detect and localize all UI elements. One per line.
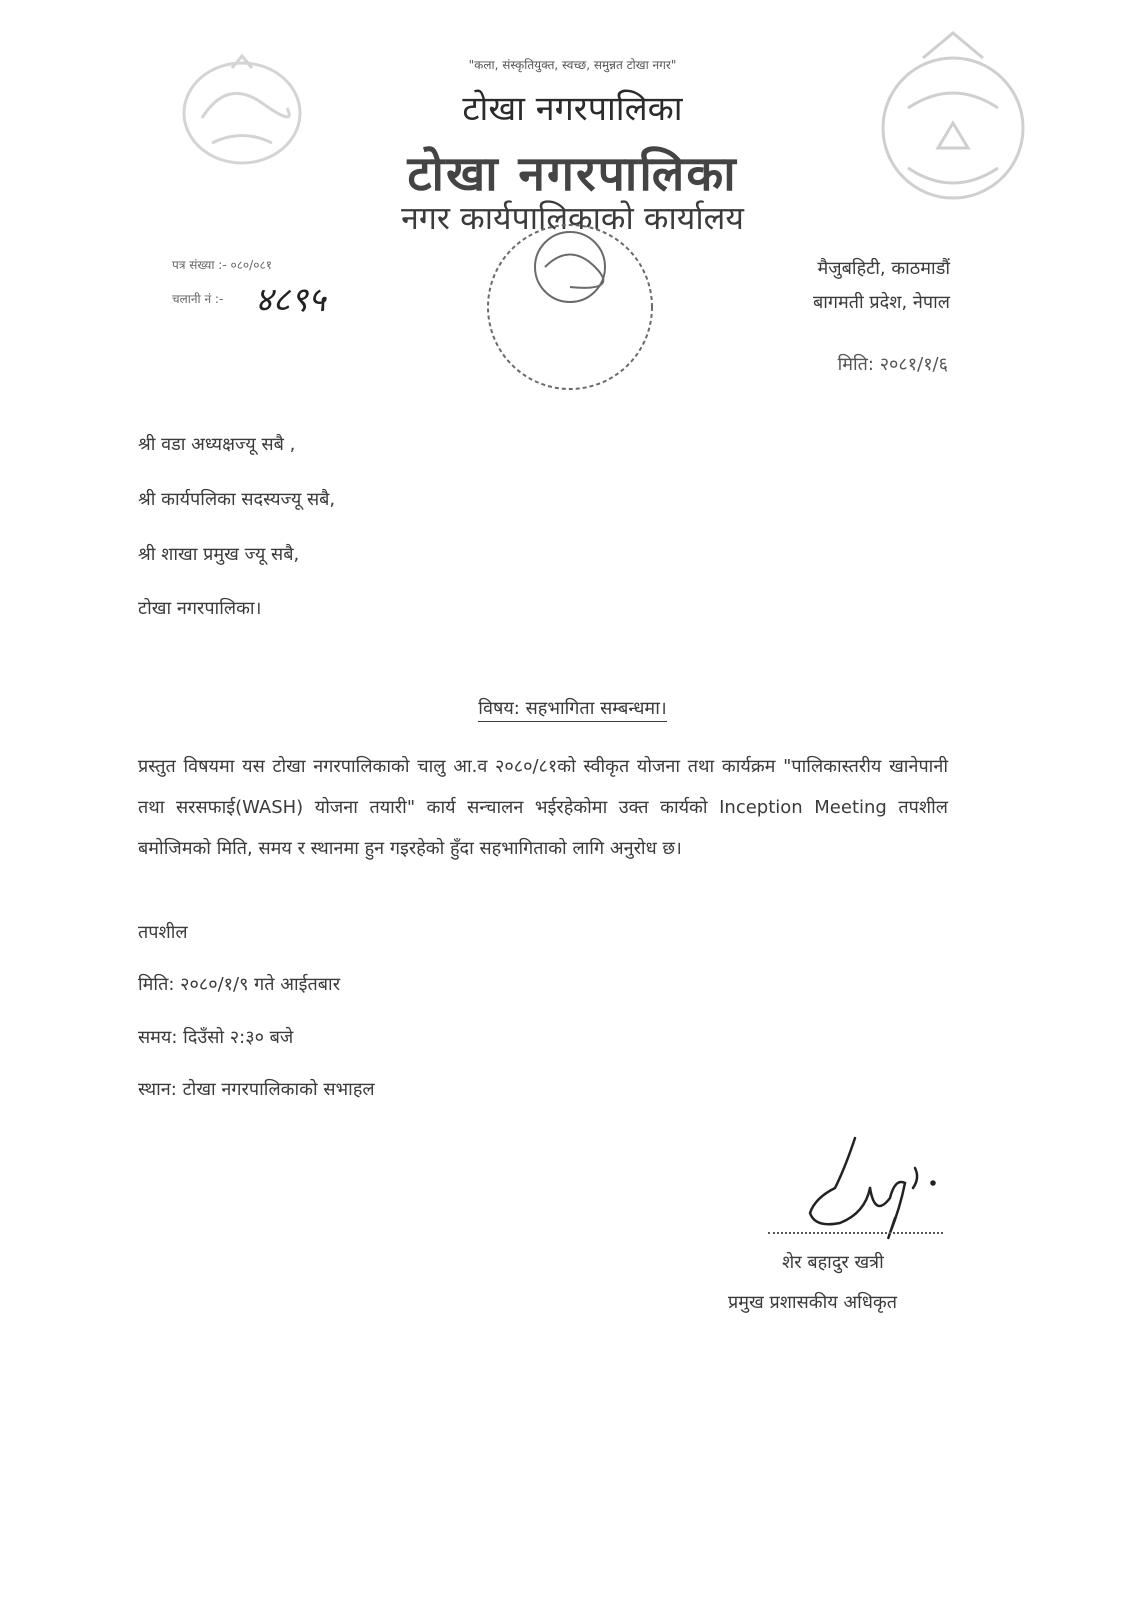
recipient-line: श्री शाखा प्रमुख ज्यू सबै, bbox=[138, 544, 300, 565]
signature-line bbox=[768, 1232, 943, 1234]
recipient-line: टोखा नगरपालिका। bbox=[138, 598, 262, 619]
letter-number: पत्र संख्या :- ०८०/०८१ bbox=[172, 258, 272, 272]
signatory-title: प्रमुख प्रशासकीय अधिकृत bbox=[728, 1292, 897, 1313]
office-name: नगर कार्यपालिकाको कार्यालय bbox=[401, 199, 744, 237]
details-heading: तपशील bbox=[138, 922, 188, 943]
slogan: "कला, संस्कृतियुक्त, स्वच्छ, समुन्नत टोखा नगर" bbox=[468, 58, 677, 72]
recipient-line: श्री कार्यपलिका सदस्यज्यू सबै, bbox=[138, 489, 336, 510]
dispatch-label: चलानी नं :- bbox=[172, 292, 224, 306]
meeting-date: मिति: २०८०/१/९ गते आईतबार bbox=[138, 974, 341, 995]
recipient-line: श्री वडा अध्यक्षज्यू सबै , bbox=[138, 434, 296, 455]
meeting-time: समय: दिउँसो २:३० बजे bbox=[138, 1027, 294, 1048]
meeting-venue: स्थान: टोखा नगरपालिकाको सभाहल bbox=[138, 1079, 375, 1100]
organization-name-stamp: टोखा नगरपालिका bbox=[407, 146, 738, 202]
body-paragraph: प्रस्तुत विषयमा यस टोखा नगरपालिकाको चालु आ.व २०८०/८१को स्वीकृत योजना तथा कार्यक्रम "पालिकास्तरीय खानेपानी तथा सरसफाई(WASH) योजना तयारी" कार्य सन्चालन भईरहेकोमा उक्त कार्यको Inception Meeting तपशील बमोजिमको मिति, समय र स्थानमा हुन गइरहेको हुँदा सहभागिताको लागि अनुरोध छ। bbox=[138, 756, 948, 859]
signature bbox=[795, 1128, 945, 1258]
dispatch-number: ४८९५ bbox=[255, 280, 326, 320]
address-line-2: बागमती प्रदेश, नेपाल bbox=[812, 292, 950, 313]
office-seal bbox=[470, 212, 670, 412]
subject-line bbox=[0, 696, 1145, 720]
letter-date: मिति: २०८१/१/६ bbox=[837, 354, 948, 375]
organization-name: टोखा नगरपालिका bbox=[462, 89, 683, 129]
address-line-1: मैजुबहिटी, काठमाडौं bbox=[817, 258, 950, 279]
signatory-name: शेर बहादुर खत्री bbox=[782, 1252, 884, 1273]
subject-text: विषय: सहभागिता सम्बन्धमा। bbox=[478, 698, 666, 722]
